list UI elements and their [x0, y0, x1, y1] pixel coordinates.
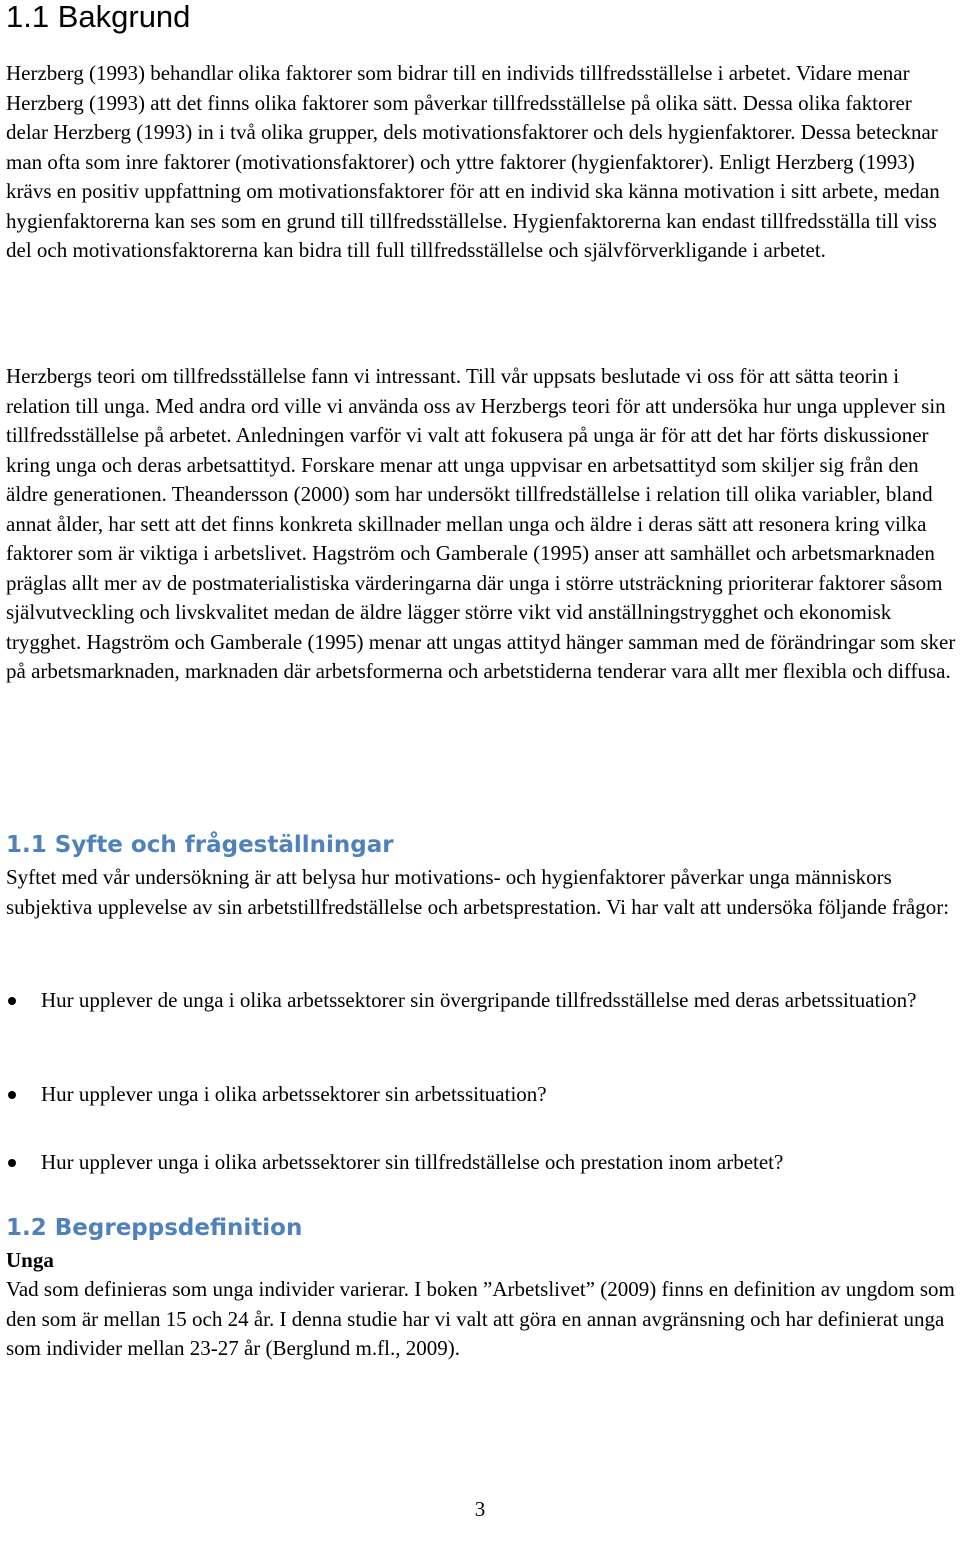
subheading-unga: Unga — [6, 1248, 54, 1272]
section-heading-syfte: 1.1 Syfte och frågeställningar — [6, 832, 394, 858]
question-text: Hur upplever de unga i olika arbetssektorer sin övergripande tillfredsställelse med deras arbetssituation? — [41, 988, 917, 1012]
paragraph-unga-definition: Vad som definieras som unga individer varierar. I boken ”Arbetslivet” (2009) finns en definition av ungdom som den som är mellan 15 och 24 år. I denna studie har vi valt att göra en annan avgränsning och har definierat unga som individer mellan 23-27 år (Berglund m.fl., 2009). — [6, 1277, 955, 1360]
bullet-icon — [8, 997, 16, 1005]
section-heading-bakgrund: 1.1 Bakgrund — [6, 0, 191, 34]
page-number: 3 — [474, 1497, 486, 1521]
question-text: Hur upplever unga i olika arbetssektorer sin tillfredställelse och prestation inom arbetet? — [41, 1150, 784, 1174]
section-heading-begrepp: 1.2 Begreppsdefinition — [6, 1215, 303, 1241]
paragraph-herzberg: Herzberg (1993) behandlar olika faktorer som bidrar till en individs tillfredsställelse i arbetet. Vidare menar Herzberg (1993) att det finns olika faktorer som påverkar tillfredsställelse på olika sätt. Dessa olika faktorer delar Herzberg (1993) in i två olika grupper, dels motivationsfaktorer och dels hygienfaktorer. Dessa betecknar man ofta som inre faktorer (motivationsfaktorer) och yttre faktorer (hygienfaktorer). Enligt Herzberg (1993) krävs en positiv uppfattning om motivationsfaktorer för att en individ ska känna motivation i sitt arbete, medan hygienfaktorerna kan ses som en grund till tillfredsställelse. Hygienfaktorerna kan endast tillfredsställa till viss del och motivationsfaktorerna kan bidra till full tillfredsställelse och självförverkligande i arbetet. — [6, 61, 940, 262]
paragraph-unga-attityd: Herzbergs teori om tillfredsställelse fann vi intressant. Till vår uppsats beslutade vi oss för att sätta teorin i relation till unga. Med andra ord ville vi använda oss av Herzbergs teori för att undersöka hur unga upplever sin tillfredsställelse på arbetet. Anledningen varför vi valt att fokusera på unga är för att det har förts diskussioner kring unga och deras arbetsattityd. Forskare menar att unga uppvisar en arbetsattityd som skiljer sig från den äldre generationen. Theandersson (2000) som har undersökt tillfredställelse i relation till olika variabler, bland annat ålder, har sett att det finns konkreta skillnader mellan unga och äldre i deras sätt att resonera kring vilka faktorer som är viktiga i arbetslivet. Hagström och Gamberale (1995) anser att samhället och arbetsmarknaden präglas allt mer av de postmaterialistiska värderingarna där unga i större utsträckning prioriterar faktorer såsom självutveckling och livskvalitet medan de äldre lägger större vikt vid anställningstrygghet och ekonomisk trygghet. Hagström och Gamberale (1995) menar att ungas attityd hänger samman med de förändringar som sker på arbetsmarknaden, marknaden där arbetsformerna och arbetstiderna tenderar vara allt mer flexibla och diffusa. — [6, 364, 956, 683]
question-text: Hur upplever unga i olika arbetssektorer sin arbetssituation? — [41, 1082, 547, 1106]
paragraph-syfte: Syftet med vår undersökning är att belysa hur motivations- och hygienfaktorer påverkar unga människors subjektiva upplevelse av sin arbetstillfredställelse och arbetsprestation. Vi har valt att undersöka följande frågor: — [6, 865, 950, 919]
bullet-icon — [8, 1159, 16, 1167]
bullet-icon — [8, 1091, 16, 1099]
